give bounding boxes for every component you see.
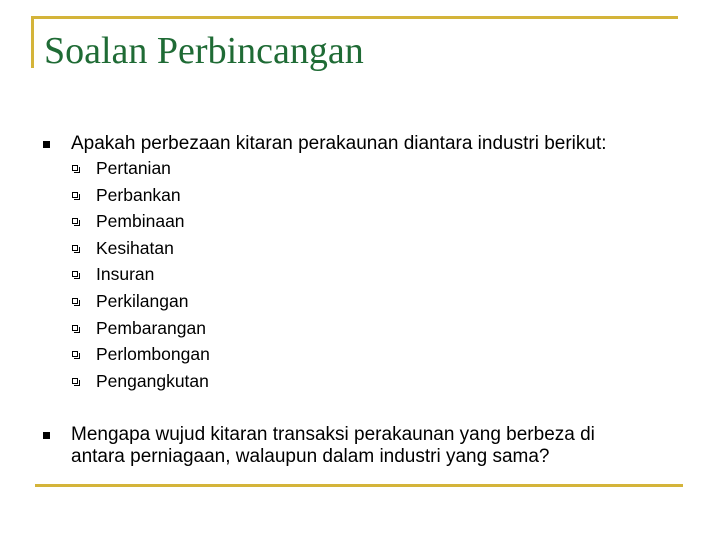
list-item-label: Perlombongan bbox=[96, 344, 210, 365]
square-bullet-icon bbox=[43, 141, 50, 148]
square-bullet-icon bbox=[43, 432, 50, 439]
list-item-label: Insuran bbox=[96, 264, 155, 285]
list-item-label: Perbankan bbox=[96, 184, 181, 205]
hollow-square-bullet-icon bbox=[72, 192, 78, 198]
hollow-square-bullet-icon bbox=[72, 378, 78, 384]
hollow-square-bullet-icon bbox=[72, 298, 78, 304]
slide-title: Soalan Perbincangan bbox=[44, 30, 364, 72]
list-item-label: Pembarangan bbox=[96, 317, 206, 338]
question-1-text: Apakah perbezaan kitaran perakaunan diantara industri berikut: bbox=[71, 133, 607, 154]
hollow-square-bullet-icon bbox=[72, 325, 78, 331]
hollow-square-bullet-icon bbox=[72, 165, 78, 171]
question-2-line-2: antara perniagaan, walaupun dalam industri yang sama? bbox=[71, 446, 550, 467]
question-2-line-1: Mengapa wujud kitaran transaksi perakaunan yang berbeza di bbox=[71, 424, 595, 445]
hollow-square-bullet-icon bbox=[72, 271, 78, 277]
hollow-square-bullet-icon bbox=[72, 245, 78, 251]
list-item-label: Pengangkutan bbox=[96, 370, 209, 391]
list-item-label: Pertanian bbox=[96, 158, 171, 178]
hollow-square-bullet-icon bbox=[72, 351, 78, 357]
frame-bottom-rule bbox=[35, 484, 683, 487]
list-item-label: Perkilangan bbox=[96, 290, 189, 311]
list-item-label: Kesihatan bbox=[96, 237, 174, 258]
list-item-label: Pembinaan bbox=[96, 211, 185, 232]
hollow-square-bullet-icon bbox=[72, 218, 78, 224]
